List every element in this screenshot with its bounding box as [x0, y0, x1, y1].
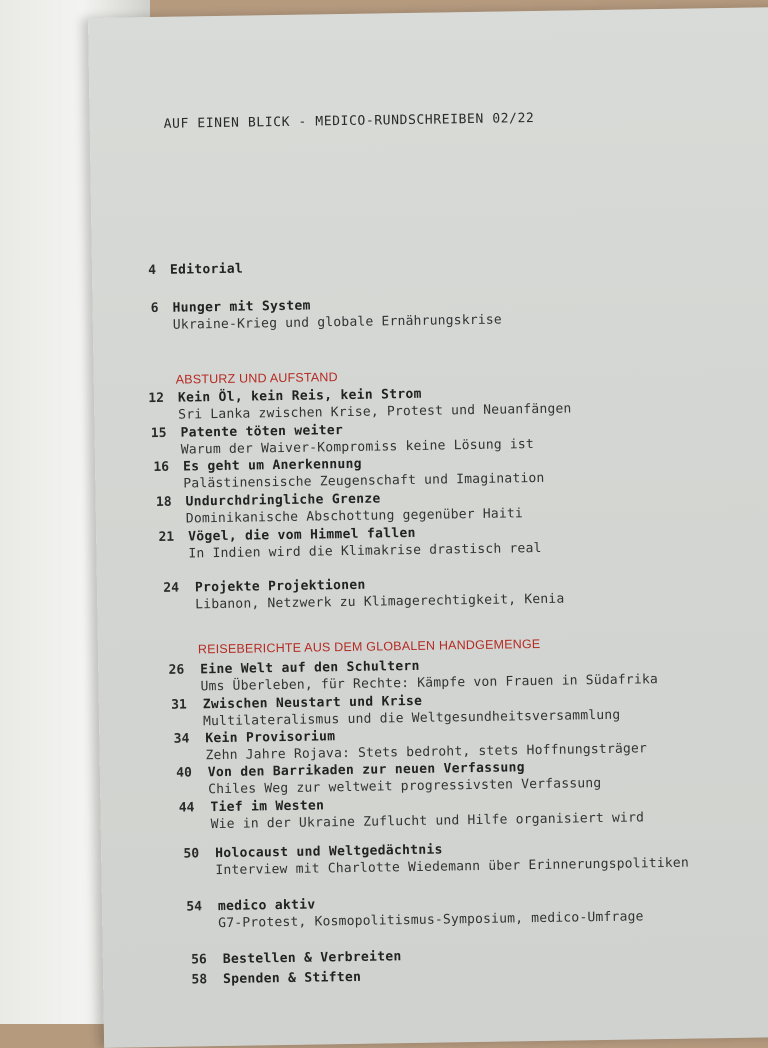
toc-page-number: 40	[176, 765, 192, 781]
toc-entry	[92, 292, 712, 333]
toc-entry	[98, 654, 718, 695]
toc-page-number: 16	[153, 459, 170, 476]
toc-title: Bestellen & Verbreiten	[222, 949, 402, 967]
page-header: AUF EINEN BLICK - MEDICO-RUNDSCHREIBEN 02/22	[163, 111, 535, 132]
toc-entry	[102, 891, 722, 932]
toc-title: Spenden & Stiften	[223, 969, 362, 987]
toc-subtitle: Chiles Weg zur weltweit progressivsten Verfassung	[208, 776, 602, 798]
toc-subtitle: Ums Überleben, für Rechte: Kämpfe von Frauen in Südafrika	[200, 672, 659, 695]
toc-page-number: 34	[173, 731, 190, 747]
toc-page-number: 50	[183, 846, 200, 862]
toc-title: Zwischen Neustart und Krise	[202, 693, 423, 713]
toc-title: Tief im Westen	[210, 798, 325, 816]
section-heading: REISEBERICHTE AUS DEM GLOBALEN HANDGEMENGE	[197, 636, 541, 657]
toc-subtitle: Palästinensische Zeugenschaft und Imagination	[183, 470, 545, 492]
toc-page-number: 56	[191, 952, 207, 968]
toc-title: Es geht um Anerkennung	[182, 456, 362, 475]
toc-title: Patente töten weiter	[180, 423, 344, 441]
toc-subtitle: Warum der Waiver-Kompromiss keine Lösung ist	[180, 437, 535, 458]
toc-subtitle: Wie in der Ukraine Zuflucht und Hilfe organisiert wird	[210, 810, 645, 833]
toc-title: Eine Welt auf den Schultern	[200, 658, 420, 678]
toc-page-number: 6	[150, 300, 159, 317]
toc-title: Hunger mit System	[172, 298, 311, 316]
section-heading: ABSTURZ UND AUFSTAND	[175, 370, 338, 387]
toc-title: Holocaust und Weltgedächtnis	[215, 842, 443, 862]
toc-page-number: 58	[191, 972, 208, 988]
toc-entry	[92, 254, 712, 279]
toc-title: Vögel, die vom Himmel fallen	[188, 525, 416, 545]
toc-subtitle: Libanon, Netzwerk zu Klimagerechtigkeit, Kenia	[195, 591, 565, 613]
toc-title: Kein Provisorium	[205, 729, 336, 747]
toc-page-number: 44	[178, 800, 195, 816]
toc-page-number: 24	[163, 580, 180, 596]
toc-subtitle: Sri Lanka zwischen Krise, Protest und Neuanfängen	[178, 401, 572, 423]
toc-entry	[101, 838, 721, 879]
toc-page-number: 54	[186, 899, 203, 915]
toc-subtitle: Interview mit Charlotte Wiedemann über Erinnerungspolitiken	[215, 855, 690, 879]
toc-entry	[103, 944, 723, 968]
toc-subtitle: In Indien wird die Klimakrise drastisch real	[188, 540, 542, 562]
toc-subtitle: Multilateralismus und die Weltgesundheitsversammlung	[202, 707, 621, 730]
toc-title: Von den Barrikaden zur neuen Verfassung	[207, 760, 525, 781]
toc-page-number: 21	[158, 529, 175, 545]
toc-title: Editorial	[169, 261, 244, 278]
toc-title: Projekte Projektionen	[194, 577, 366, 596]
toc-page-number: 4	[148, 262, 157, 279]
toc-page-number: 31	[171, 697, 187, 713]
toc-subtitle: Dominikanische Abschottung gegenüber Haiti	[185, 506, 524, 527]
toc-title: Kein Öl, kein Reis, kein Strom	[177, 386, 422, 406]
toc-page-number: 12	[148, 390, 165, 407]
toc-subtitle: G7-Protest, Kosmopolitismus-Symposium, medico-Umfrage	[218, 909, 644, 932]
toc-page-number: 26	[168, 662, 185, 678]
toc-entry	[97, 572, 717, 613]
toc-page-number: 18	[155, 494, 172, 510]
toc-page-number: 15	[150, 425, 167, 442]
toc-subtitle: Ukraine-Krieg und globale Ernährungskrise	[172, 312, 503, 333]
contents-page	[88, 7, 768, 1048]
toc-subtitle: Zehn Jahre Rojava: Stets bedroht, stets Hoffnungsträger	[205, 741, 648, 764]
toc-title: medico aktiv	[217, 897, 316, 915]
toc-title: Undurchdringliche Grenze	[185, 491, 381, 510]
